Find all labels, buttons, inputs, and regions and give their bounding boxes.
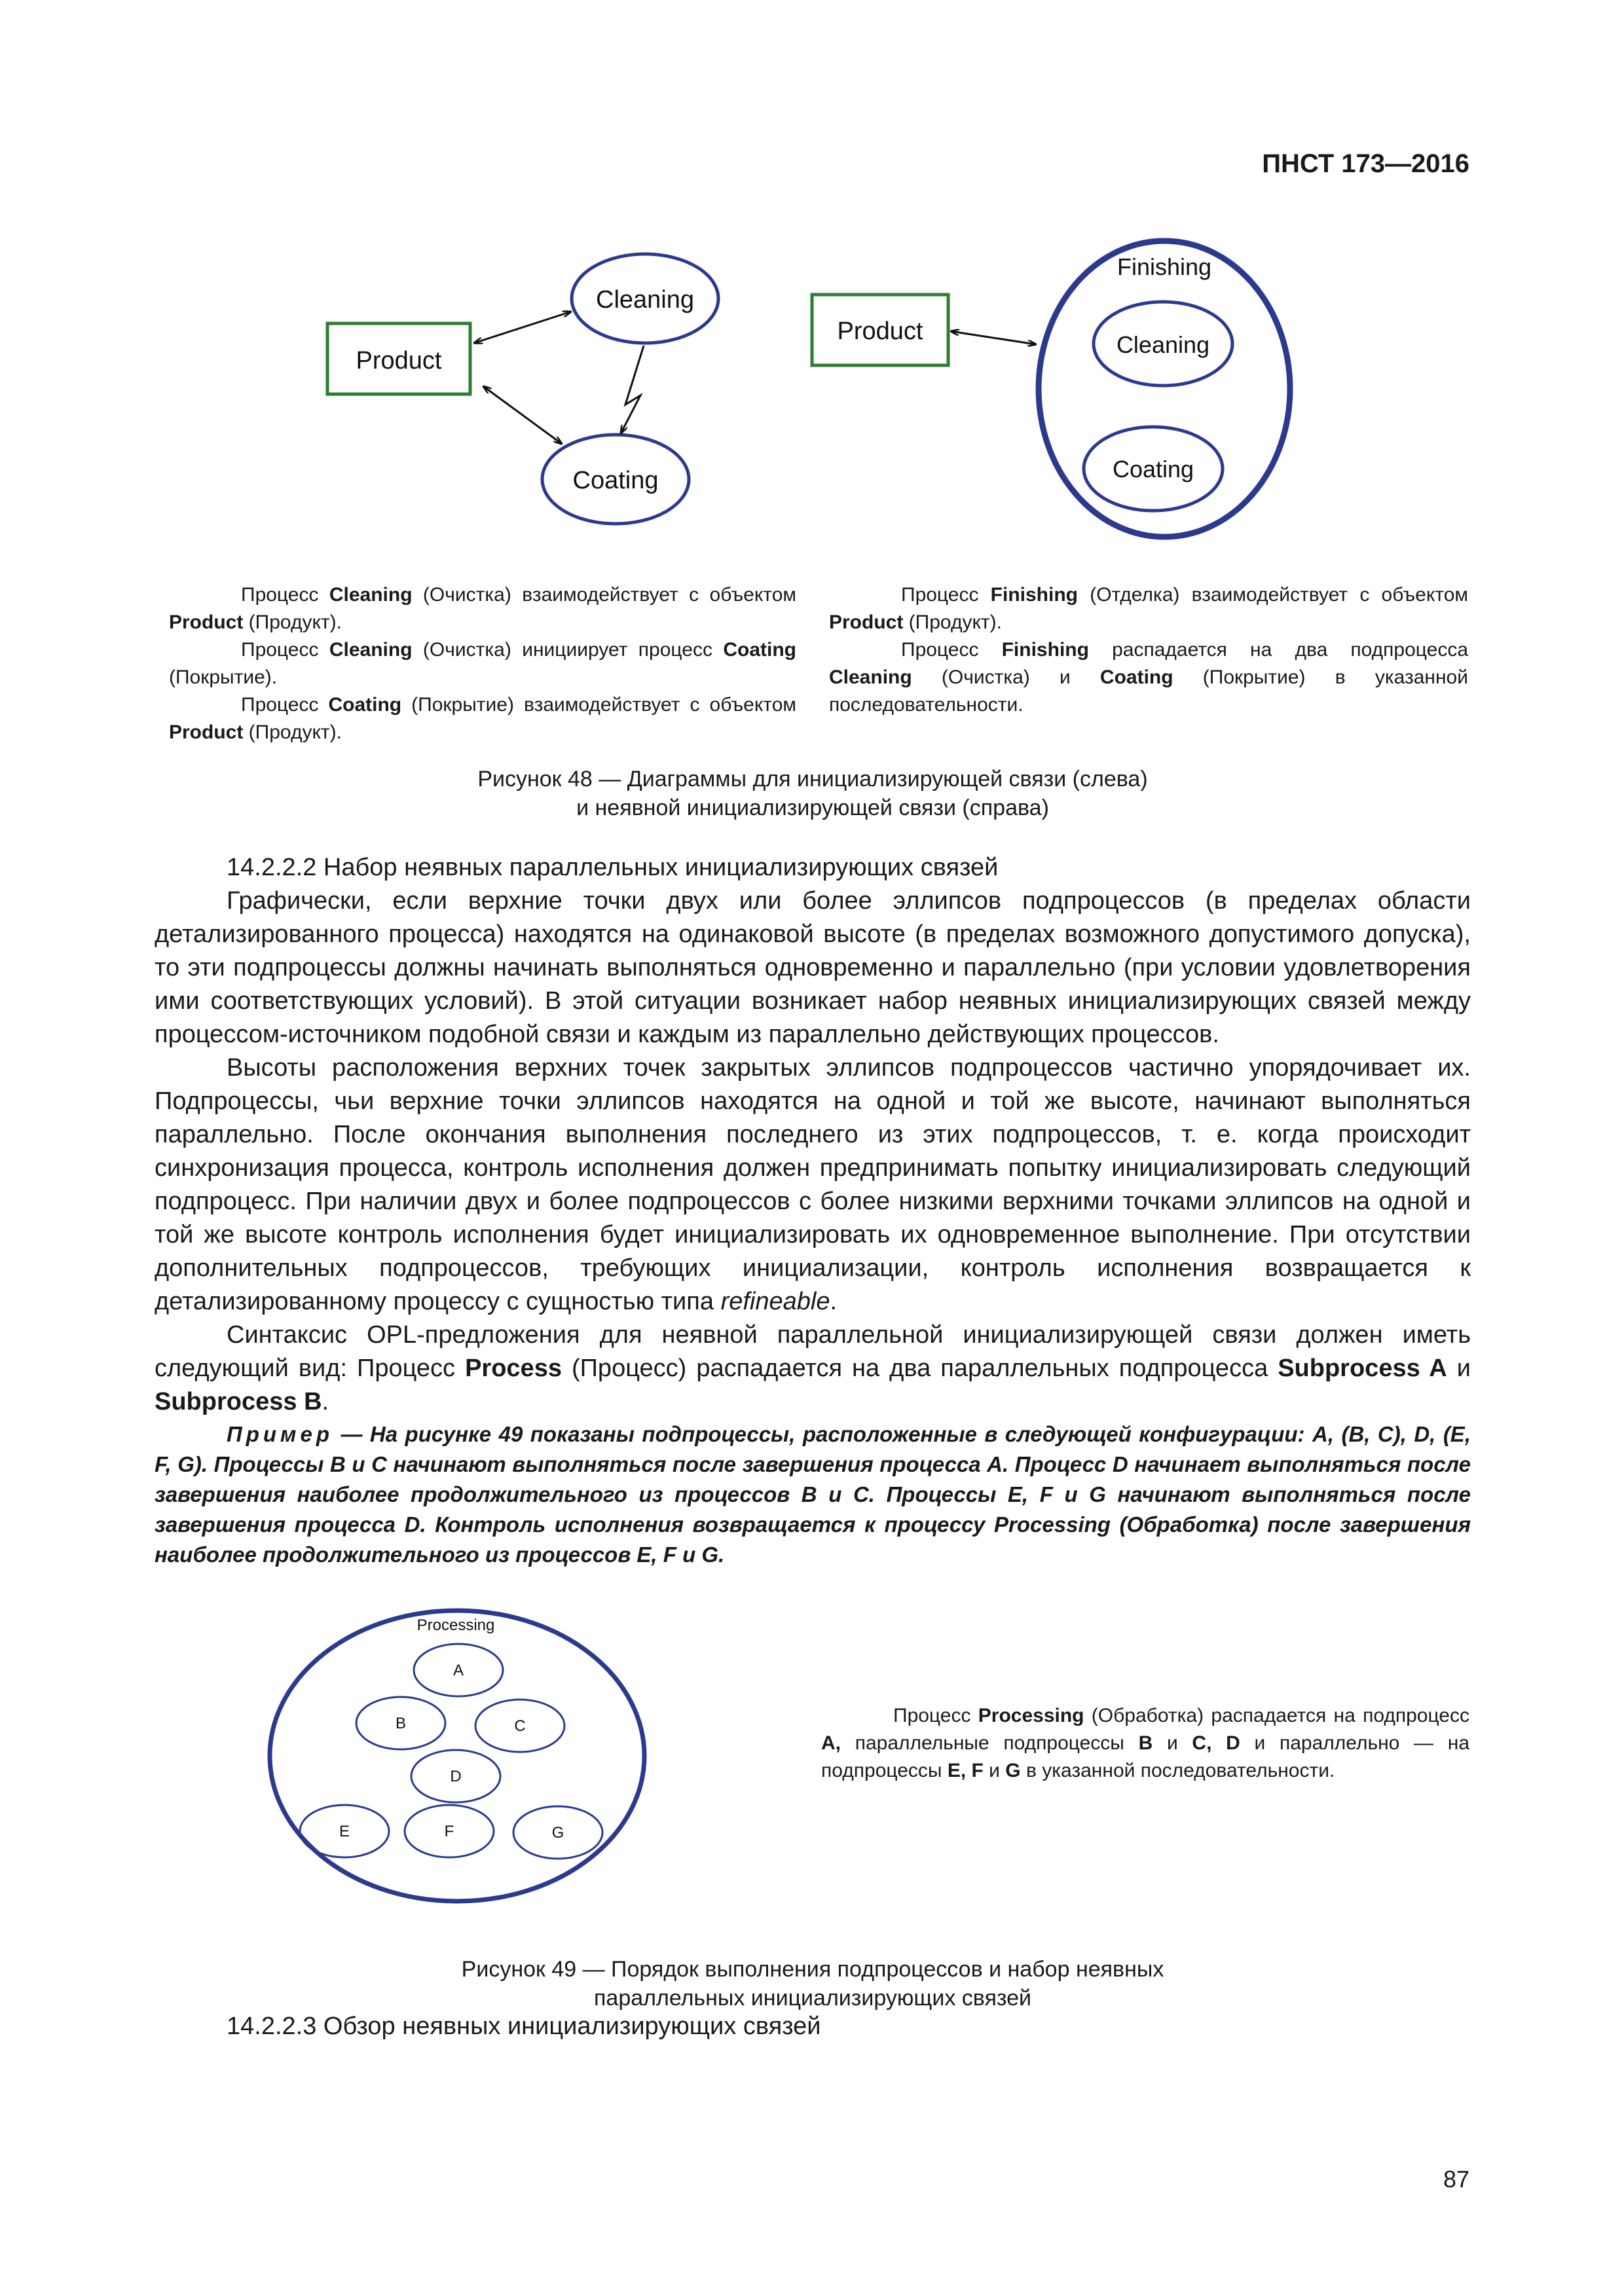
caption-term: Finishing (1001, 639, 1089, 661)
example-note (155, 1419, 1471, 1570)
cleaning-label: Cleaning (596, 286, 694, 314)
document-id: ПНСТ 173—2016 (1262, 149, 1469, 178)
caption-term: Product (169, 721, 244, 743)
caption-text: Процесс (901, 584, 991, 606)
subprocess-e-label: E (339, 1823, 350, 1840)
finishing-label: Finishing (1116, 253, 1212, 280)
body-term: Subprocess A (1278, 1355, 1447, 1382)
caption-text: в указанной последовательности. (1020, 1760, 1335, 1781)
invocation-link-lightning (621, 346, 644, 433)
caption-text: Процесс (241, 584, 329, 606)
subprocess-a-label: A (452, 1662, 464, 1679)
caption-term: Coating (723, 639, 796, 661)
caption-text: и (1153, 1732, 1192, 1754)
body-text: и (1447, 1355, 1471, 1382)
caption-paragraph (821, 1702, 1469, 1785)
finishing-process-ellipse (1039, 241, 1290, 537)
figure48-title-line2: и неявной инициализирующей связи (справа) (576, 795, 1049, 820)
caption-term: Product (169, 611, 244, 633)
caption-text: (Покрытие) взаимодействует с объектом (401, 694, 796, 716)
caption-term: Finishing (990, 584, 1078, 606)
subprocess-b-label: B (395, 1715, 407, 1732)
figure48-left-caption (169, 581, 796, 746)
caption-term: Product (829, 611, 904, 633)
section-heading: 14.2.2.2 Набор неявных параллельных инициализирующих связей (227, 854, 999, 881)
caption-text: Процесс (893, 1705, 978, 1726)
figure48-right-diagram (805, 229, 1460, 556)
term-refineable: refineable (720, 1288, 830, 1315)
product-cleaning-link (474, 312, 571, 343)
caption-text: (Очистка) и (912, 666, 1100, 688)
caption-paragraph (169, 581, 796, 636)
caption-paragraph (169, 691, 796, 746)
caption-text: и (983, 1760, 1006, 1781)
body-term: Subprocess B (155, 1388, 322, 1415)
subprocess-f-label: F (444, 1823, 454, 1840)
caption-text: (Покрытие) в указанной последовательности. (829, 666, 1468, 716)
body-paragraph: Графически, если верхние точки двух или более эллипсов подпроцессов (в пределах области детализированного процесса) находятся на одинаковой высоте (в пределах возможного допустимого допуска), то эти подпроцессы должны начинать выполняться одновременно и параллельно (при условии удовлетворения ими соответствующих условий). В этой ситуации возникает набор неявных инициализирующих связей между процессом-источником подобной связи и каждым из параллельно действующих процессов. (155, 887, 1471, 1048)
product-coating-link (483, 386, 562, 444)
coating-label: Coating (1112, 456, 1194, 483)
subprocess-g-label: G (551, 1824, 564, 1842)
caption-paragraph (169, 636, 796, 691)
caption-term: Cleaning (329, 639, 413, 661)
caption-term: Cleaning (829, 666, 912, 688)
caption-term: A, (821, 1732, 841, 1754)
body-text: Синтаксис OPL-предложения для неявной параллельной инициализирующей связи должен иметь следующий вид: Процесс (155, 1321, 1471, 1382)
figure48-right-caption (829, 581, 1468, 719)
section-heading: 14.2.2.3 Обзор неявных инициализирующих связей (227, 2013, 821, 2040)
figure49-title (155, 1955, 1471, 2013)
caption-text: (Очистка) взаимодействует с объектом (412, 584, 796, 606)
subprocess-c-label: C (514, 1717, 526, 1735)
caption-term: Processing (978, 1705, 1084, 1726)
subprocess-d-label: D (450, 1768, 462, 1785)
figure49-title-line2: параллельных инициализирующих связей (594, 1986, 1031, 2011)
caption-term: B (1138, 1732, 1153, 1754)
caption-paragraph (829, 636, 1468, 719)
product-finishing-link (951, 331, 1036, 344)
example-text: — На рисунке 49 показаны подпроцессы, расположенные в следующей конфигурации: A, (B, C), D, (E, F, G). Процессы B и C начинают выполняться после завершения процесса A. Процесс D начинает выполняться после завершения наиболее продолжительного из процессов B и C. Процессы E, F и G начинают выполняться после завершения процесса D. Контроль исполнения возвращается к процессу Processing (Обработка) после завершения наиболее продолжительного из процессов E, F и G. (155, 1422, 1471, 1567)
caption-term: Cleaning (329, 584, 413, 606)
caption-text: (Продукт). (243, 611, 342, 633)
body-text: . (322, 1388, 329, 1415)
caption-text: Процесс (241, 694, 329, 716)
body-term: Process (465, 1355, 562, 1382)
caption-text: Процесс (241, 639, 329, 661)
caption-text: и параллельно — на подпроцессы (821, 1732, 1470, 1781)
caption-text: (Продукт). (903, 611, 1002, 633)
body-paragraph (155, 1319, 1471, 1419)
caption-term: Coating (328, 694, 402, 716)
caption-text: (Продукт). (243, 721, 342, 743)
body-text: (Процесс) распадается на два параллельных подпроцесса (561, 1355, 1278, 1382)
caption-text: (Обработка) распадается на подпроцесс (1084, 1705, 1469, 1726)
caption-text: (Покрытие). (169, 666, 278, 688)
caption-text: (Отделка) взаимодействует с объектом (1078, 584, 1469, 606)
figure49-caption (821, 1702, 1469, 1785)
body-text: Высоты расположения верхних точек закрытых эллипсов подпроцессов частично упорядочивает их. Подпроцессы, чьи верхние точки эллипсов находятся на одной и той же высоте, начинают выполняться параллельно. После окончания выполнения последнего из этих подпроцессов, т. е. когда происходит синхронизация процесса, контроль исполнения должен предпринимать попытку инициализировать следующий подпроцесс. При наличии двух и более подпроцессов с более низкими верхними точками эллипсов на одной и той же высоте контроль исполнения будет инициализировать их одновременное выполнение. При отсутствии дополнительных подпроцессов, требующих инициализации, контроль исполнения возвращается к детализированному процессу с сущностью типа (155, 1054, 1471, 1315)
cleaning-label: Cleaning (1116, 331, 1210, 358)
figure48-left-diagram (314, 236, 773, 543)
caption-term: C, D (1192, 1732, 1240, 1754)
caption-text: (Очистка) инициирует процесс (412, 639, 724, 661)
coating-label: Coating (572, 467, 659, 494)
page-number: 87 (1443, 2166, 1469, 2193)
caption-text: распадается на два подпроцесса (1088, 639, 1468, 661)
figure49-title-line1: Рисунок 49 — Порядок выполнения подпроцессов и набор неявных (461, 1957, 1164, 1982)
caption-term: E, F (947, 1760, 984, 1781)
caption-term: Coating (1099, 666, 1173, 688)
body-paragraph (155, 1051, 1471, 1319)
caption-text: Процесс (901, 639, 1002, 661)
section-14-2-2-2 (155, 851, 1471, 1419)
caption-paragraph (829, 581, 1468, 636)
product-label: Product (356, 347, 442, 374)
body-text: . (830, 1288, 838, 1315)
product-label: Product (837, 318, 923, 345)
figure48-title (155, 765, 1471, 822)
figure49-diagram (262, 1601, 733, 1916)
figure48-title-line1: Рисунок 48 — Диаграммы для инициализирующей связи (слева) (477, 767, 1148, 792)
caption-term: G (1005, 1760, 1021, 1781)
example-label: Пример (227, 1422, 333, 1446)
processing-label: Processing (416, 1616, 495, 1634)
section-14-2-2-3 (155, 2010, 1471, 2043)
caption-text: параллельные подпроцессы (841, 1732, 1139, 1754)
